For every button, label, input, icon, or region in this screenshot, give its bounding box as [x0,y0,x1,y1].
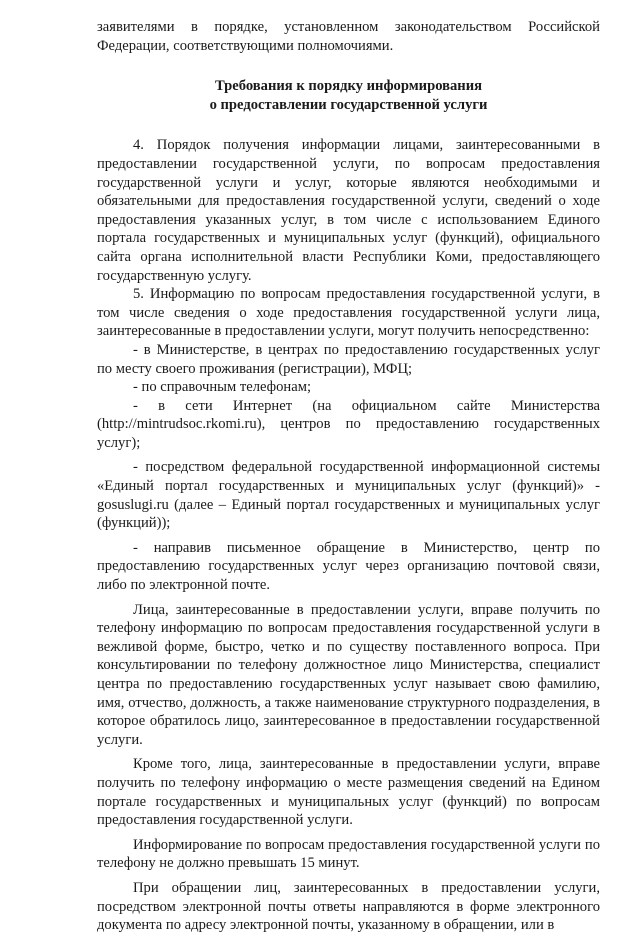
bullet-written-request: - направив письменное обращение в Министерство, центр по предоставлению государственных услуг через организацию почтовой связи, либо по электронной почте. [97,539,600,594]
bullet-internet: - в сети Интернет (на официальном сайте Министерства (http://mintrudsoc.rkomi.ru), центров по предоставлению государственных услуг); [97,397,600,451]
bullet-phones: - по справочным телефонам; [133,379,311,396]
bullet-gosuslugi: - посредством федеральной государственной информационной системы «Единый портал государственных и муниципальных услуг (функций)» - gosuslugi.ru (далее – Единый портал государственных и муниципальных услуг (функций)); [97,459,600,532]
paragraph-phone-consulting: Лица, заинтересованные в предоставлении услуги, вправе получить по телефону информацию по вопросам предоставления государственной услуги в вежливой форме, быстро, четко и по существу поставленного вопроса. При консультировании по телефону должностное лицо Министерства, специалист центра по предоставлению государственных услуг называет свою фамилию, имя, отчество, должность, а также наименование структурного подразделения, в которое обратилось лицо, заинтересованное в предоставлении государственной услуги. [97,601,600,748]
section-heading-line-2: о предоставлении государственной услуги [209,96,488,113]
paragraph-email: При обращении лиц, заинтересованных в предоставлении услуги, посредством электронной почты ответы направляются в форме электронного документа по адресу электронной почты, указанному в обращении, или в [97,879,600,934]
paragraph-5: 5. Информацию по вопросам предоставления государственной услуги, в том числе сведения о ходе предоставления государственной услуги лица, заинтересованные в предоставлении услуги, могут получить непосредственно: [97,286,600,340]
paragraph-4: 4. Порядок получения информации лицами, заинтересованными в предоставлении государственной услуги, по вопросам предоставления государственной услуги и услуг, которые являются необходимыми и обязательными для предоставления государственной услуги, сведений о ходе предоставления указанных услуг, в том числе с использованием Единого портала государственных и муниципальных услуг (функций), официального сайта органа исполнительной власти Республики Коми, предоставляющего государственную услугу. [97,137,600,284]
section-heading-line-1: Требования к порядку информирования [214,78,483,95]
paragraph-phone-duration: Информирование по вопросам предоставления государственной услуги по телефону не должно превышать 15 минут. [97,836,600,872]
bullet-ministry: - в Министерстве, в центрах по предоставлению государственных услуг по месту своего проживания (регистрации), МФЦ; [97,341,600,377]
document-page [97,18,600,935]
paragraph-portal-info: Кроме того, лица, заинтересованные в предоставлении услуги, вправе получить по телефону информацию о месте размещения сведений на Едином портале государственных и муниципальных услуг (функций) по вопросам предоставления государственной услуги. [97,756,600,829]
section-heading [97,77,600,114]
paragraph-continuation: заявителями в порядке, установленном законодательством Российской Федерации, соответствующими полномочиями. [97,19,600,54]
